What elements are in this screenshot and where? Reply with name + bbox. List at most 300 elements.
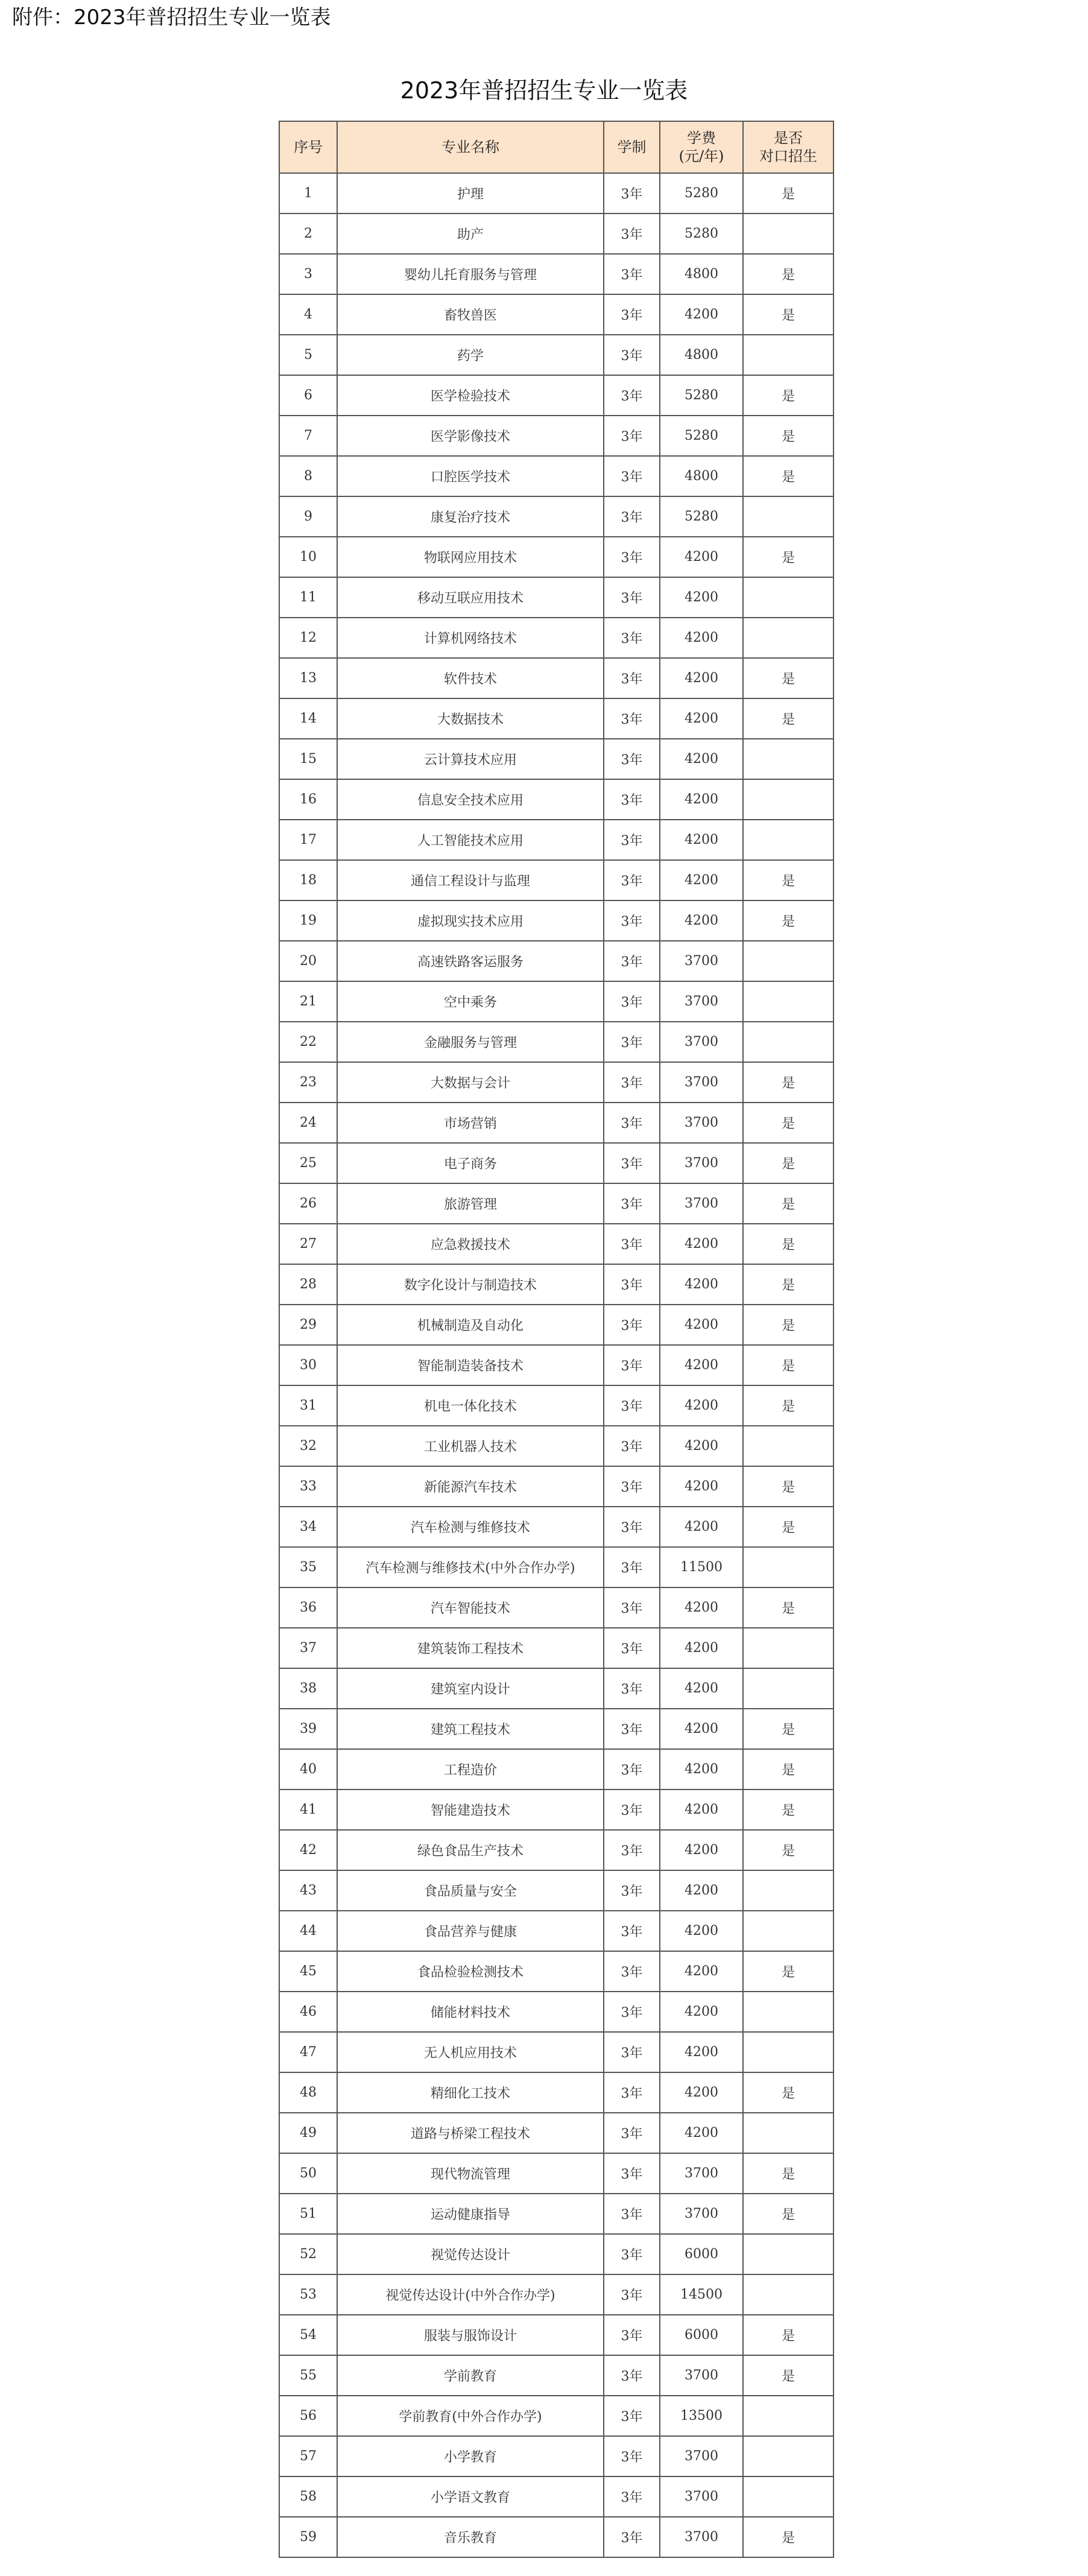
cell-directed: 是 (743, 900, 833, 941)
cell-length: 3年 (604, 1224, 660, 1264)
cell-fee: 4200 (660, 698, 743, 739)
cell-fee: 3700 (660, 1062, 743, 1103)
table-row (279, 1709, 833, 1749)
cell-directed: 是 (743, 1143, 833, 1183)
cell-no: 57 (279, 2436, 337, 2476)
cell-major-name: 市场营销 (337, 1103, 604, 1143)
table-row (279, 2315, 833, 2355)
cell-no: 52 (279, 2234, 337, 2274)
cell-directed: 是 (743, 1385, 833, 1426)
column-header-length: 学制 (604, 121, 660, 173)
cell-directed (743, 739, 833, 779)
cell-fee: 3700 (660, 2153, 743, 2194)
cell-no: 39 (279, 1709, 337, 1749)
cell-fee: 4200 (660, 1668, 743, 1709)
table-row (279, 860, 833, 900)
cell-fee: 4200 (660, 618, 743, 658)
table-row (279, 1103, 833, 1143)
cell-no: 11 (279, 577, 337, 618)
cell-no: 26 (279, 1183, 337, 1224)
cell-major-name: 大数据与会计 (337, 1062, 604, 1103)
cell-fee: 4200 (660, 1345, 743, 1385)
cell-fee: 4200 (660, 900, 743, 941)
table-row (279, 1022, 833, 1062)
cell-directed: 是 (743, 1345, 833, 1385)
cell-major-name: 医学影像技术 (337, 416, 604, 456)
cell-major-name: 计算机网络技术 (337, 618, 604, 658)
cell-no: 32 (279, 1426, 337, 1466)
cell-fee: 4200 (660, 658, 743, 698)
cell-major-name: 绿色食品生产技术 (337, 1830, 604, 1870)
cell-fee: 4200 (660, 1749, 743, 1790)
cell-no: 56 (279, 2396, 337, 2436)
cell-length: 3年 (604, 416, 660, 456)
cell-fee: 4200 (660, 1507, 743, 1547)
cell-fee: 4200 (660, 820, 743, 860)
column-header-fee (660, 121, 743, 173)
cell-major-name: 通信工程设计与监理 (337, 860, 604, 900)
column-header-no: 序号 (279, 121, 337, 173)
cell-fee: 6000 (660, 2234, 743, 2274)
cell-no: 47 (279, 2032, 337, 2072)
cell-major-name: 无人机应用技术 (337, 2032, 604, 2072)
table-row (279, 214, 833, 254)
cell-directed (743, 1668, 833, 1709)
cell-major-name: 虚拟现实技术应用 (337, 900, 604, 941)
cell-no: 14 (279, 698, 337, 739)
cell-directed: 是 (743, 254, 833, 294)
cell-no: 6 (279, 375, 337, 416)
table-row (279, 1668, 833, 1709)
cell-length: 3年 (604, 618, 660, 658)
cell-directed (743, 1870, 833, 1911)
cell-major-name: 软件技术 (337, 658, 604, 698)
table-row (279, 1547, 833, 1587)
cell-fee: 3700 (660, 2476, 743, 2517)
cell-no: 45 (279, 1951, 337, 1992)
cell-major-name: 建筑装饰工程技术 (337, 1628, 604, 1668)
cell-length: 3年 (604, 2234, 660, 2274)
cell-length: 3年 (604, 1951, 660, 1992)
cell-length: 3年 (604, 2355, 660, 2396)
cell-major-name: 运动健康指导 (337, 2194, 604, 2234)
cell-fee: 5280 (660, 173, 743, 214)
cell-fee: 3700 (660, 2355, 743, 2396)
cell-fee: 3700 (660, 1022, 743, 1062)
table-row (279, 1992, 833, 2032)
cell-fee: 4200 (660, 739, 743, 779)
column-header-directed (743, 121, 833, 173)
cell-fee: 4200 (660, 2072, 743, 2113)
table-row (279, 173, 833, 214)
cell-fee: 4200 (660, 1992, 743, 2032)
cell-length: 3年 (604, 2396, 660, 2436)
cell-major-name: 云计算技术应用 (337, 739, 604, 779)
cell-directed: 是 (743, 456, 833, 496)
cell-directed: 是 (743, 860, 833, 900)
cell-major-name: 婴幼儿托育服务与管理 (337, 254, 604, 294)
cell-directed (743, 1426, 833, 1466)
cell-directed (743, 2476, 833, 2517)
table-row (279, 496, 833, 537)
cell-directed (743, 2113, 833, 2153)
cell-directed: 是 (743, 1062, 833, 1103)
cell-length: 3年 (604, 577, 660, 618)
cell-length: 3年 (604, 1143, 660, 1183)
table-row (279, 1507, 833, 1547)
cell-major-name: 汽车智能技术 (337, 1587, 604, 1628)
cell-major-name: 助产 (337, 214, 604, 254)
majors-table (279, 121, 834, 2558)
cell-directed: 是 (743, 1709, 833, 1749)
cell-length: 3年 (604, 820, 660, 860)
table-row (279, 1143, 833, 1183)
cell-major-name: 药学 (337, 335, 604, 375)
cell-major-name: 食品检验检测技术 (337, 1951, 604, 1992)
cell-length: 3年 (604, 335, 660, 375)
table-row (279, 2153, 833, 2194)
cell-no: 3 (279, 254, 337, 294)
cell-no: 38 (279, 1668, 337, 1709)
cell-length: 3年 (604, 779, 660, 820)
cell-directed (743, 1628, 833, 1668)
cell-major-name: 学前教育 (337, 2355, 604, 2396)
cell-directed (743, 2436, 833, 2476)
cell-length: 3年 (604, 2072, 660, 2113)
cell-fee: 4200 (660, 1224, 743, 1264)
cell-major-name: 建筑工程技术 (337, 1709, 604, 1749)
cell-length: 3年 (604, 860, 660, 900)
cell-fee: 3700 (660, 1183, 743, 1224)
cell-fee: 4200 (660, 1264, 743, 1305)
cell-major-name: 汽车检测与维修技术(中外合作办学) (337, 1547, 604, 1587)
table-header-row (279, 121, 833, 173)
cell-no: 36 (279, 1587, 337, 1628)
cell-directed (743, 1992, 833, 2032)
cell-length: 3年 (604, 2113, 660, 2153)
cell-no: 8 (279, 456, 337, 496)
cell-length: 3年 (604, 173, 660, 214)
cell-no: 37 (279, 1628, 337, 1668)
cell-length: 3年 (604, 1062, 660, 1103)
cell-major-name: 人工智能技术应用 (337, 820, 604, 860)
table-row (279, 2436, 833, 2476)
cell-length: 3年 (604, 294, 660, 335)
cell-directed: 是 (743, 375, 833, 416)
cell-fee: 4200 (660, 1426, 743, 1466)
table-row (279, 335, 833, 375)
cell-directed: 是 (743, 2315, 833, 2355)
cell-fee: 4200 (660, 2113, 743, 2153)
cell-fee: 5280 (660, 416, 743, 456)
cell-no: 43 (279, 1870, 337, 1911)
cell-length: 3年 (604, 1305, 660, 1345)
cell-major-name: 空中乘务 (337, 981, 604, 1022)
table-row (279, 739, 833, 779)
cell-fee: 4200 (660, 1790, 743, 1830)
cell-fee: 4800 (660, 456, 743, 496)
cell-major-name: 医学检验技术 (337, 375, 604, 416)
cell-no: 15 (279, 739, 337, 779)
column-header-name: 专业名称 (337, 121, 604, 173)
attachment-label: 附件：2023年普招招生专业一览表 (12, 5, 331, 30)
cell-length: 3年 (604, 739, 660, 779)
cell-directed (743, 577, 833, 618)
cell-directed (743, 496, 833, 537)
table-row (279, 294, 833, 335)
table-row (279, 658, 833, 698)
cell-no: 19 (279, 900, 337, 941)
cell-length: 3年 (604, 2517, 660, 2557)
cell-length: 3年 (604, 1385, 660, 1426)
cell-length: 3年 (604, 1870, 660, 1911)
cell-major-name: 护理 (337, 173, 604, 214)
table-row (279, 1870, 833, 1911)
cell-length: 3年 (604, 1022, 660, 1062)
cell-fee: 4800 (660, 254, 743, 294)
cell-directed (743, 2032, 833, 2072)
cell-length: 3年 (604, 1466, 660, 1507)
column-header-directed-line1: 是否 (774, 130, 803, 147)
cell-no: 46 (279, 1992, 337, 2032)
cell-no: 54 (279, 2315, 337, 2355)
cell-major-name: 机械制造及自动化 (337, 1305, 604, 1345)
table-row (279, 1385, 833, 1426)
cell-directed: 是 (743, 1790, 833, 1830)
cell-no: 33 (279, 1466, 337, 1507)
cell-fee: 4200 (660, 2032, 743, 2072)
cell-directed: 是 (743, 2153, 833, 2194)
table-row (279, 698, 833, 739)
table-row (279, 577, 833, 618)
cell-major-name: 食品营养与健康 (337, 1911, 604, 1951)
cell-major-name: 精细化工技术 (337, 2072, 604, 2113)
cell-directed (743, 820, 833, 860)
cell-length: 3年 (604, 1264, 660, 1305)
table-row (279, 416, 833, 456)
cell-length: 3年 (604, 2274, 660, 2315)
cell-no: 59 (279, 2517, 337, 2557)
cell-directed: 是 (743, 1264, 833, 1305)
cell-no: 55 (279, 2355, 337, 2396)
table-row (279, 2032, 833, 2072)
cell-directed: 是 (743, 1224, 833, 1264)
cell-major-name: 视觉传达设计 (337, 2234, 604, 2274)
cell-no: 28 (279, 1264, 337, 1305)
table-row (279, 1587, 833, 1628)
cell-major-name: 视觉传达设计(中外合作办学) (337, 2274, 604, 2315)
cell-major-name: 高速铁路客运服务 (337, 941, 604, 981)
cell-fee: 3700 (660, 2194, 743, 2234)
cell-major-name: 储能材料技术 (337, 1992, 604, 2032)
table-row (279, 1183, 833, 1224)
cell-no: 18 (279, 860, 337, 900)
cell-directed: 是 (743, 294, 833, 335)
cell-no: 58 (279, 2476, 337, 2517)
cell-no: 48 (279, 2072, 337, 2113)
cell-no: 16 (279, 779, 337, 820)
cell-length: 3年 (604, 981, 660, 1022)
cell-major-name: 音乐教育 (337, 2517, 604, 2557)
cell-directed (743, 335, 833, 375)
cell-fee: 3700 (660, 941, 743, 981)
cell-major-name: 服装与服饰设计 (337, 2315, 604, 2355)
page-title: 2023年普招招生专业一览表 (400, 77, 688, 104)
table-row (279, 1628, 833, 1668)
cell-no: 41 (279, 1790, 337, 1830)
cell-length: 3年 (604, 1790, 660, 1830)
cell-major-name: 畜牧兽医 (337, 294, 604, 335)
cell-length: 3年 (604, 2032, 660, 2072)
cell-fee: 14500 (660, 2274, 743, 2315)
cell-length: 3年 (604, 1628, 660, 1668)
table-row (279, 1264, 833, 1305)
cell-major-name: 小学语文教育 (337, 2476, 604, 2517)
cell-length: 3年 (604, 900, 660, 941)
cell-major-name: 学前教育(中外合作办学) (337, 2396, 604, 2436)
cell-length: 3年 (604, 1345, 660, 1385)
cell-major-name: 汽车检测与维修技术 (337, 1507, 604, 1547)
cell-length: 3年 (604, 2436, 660, 2476)
cell-length: 3年 (604, 254, 660, 294)
cell-directed (743, 1022, 833, 1062)
cell-length: 3年 (604, 214, 660, 254)
table-row (279, 2355, 833, 2396)
cell-major-name: 工业机器人技术 (337, 1426, 604, 1466)
cell-length: 3年 (604, 698, 660, 739)
cell-fee: 3700 (660, 2436, 743, 2476)
table-row (279, 1224, 833, 1264)
table-body (279, 173, 833, 2557)
cell-no: 42 (279, 1830, 337, 1870)
cell-no: 51 (279, 2194, 337, 2234)
cell-major-name: 康复治疗技术 (337, 496, 604, 537)
cell-fee: 4200 (660, 779, 743, 820)
cell-major-name: 小学教育 (337, 2436, 604, 2476)
cell-fee: 4800 (660, 335, 743, 375)
cell-directed: 是 (743, 698, 833, 739)
table-row (279, 2517, 833, 2557)
cell-fee: 4200 (660, 1870, 743, 1911)
cell-major-name: 数字化设计与制造技术 (337, 1264, 604, 1305)
cell-no: 17 (279, 820, 337, 860)
cell-major-name: 道路与桥梁工程技术 (337, 2113, 604, 2153)
cell-directed: 是 (743, 173, 833, 214)
cell-length: 3年 (604, 1587, 660, 1628)
table-row (279, 1749, 833, 1790)
cell-directed: 是 (743, 2072, 833, 2113)
cell-directed: 是 (743, 1183, 833, 1224)
column-header-fee-line2: (元/年) (678, 148, 724, 165)
table-row (279, 1830, 833, 1870)
cell-length: 3年 (604, 1103, 660, 1143)
cell-directed (743, 618, 833, 658)
table-row (279, 1305, 833, 1345)
table-row (279, 2113, 833, 2153)
cell-major-name: 移动互联应用技术 (337, 577, 604, 618)
cell-directed (743, 2274, 833, 2315)
cell-fee: 4200 (660, 1466, 743, 1507)
cell-no: 27 (279, 1224, 337, 1264)
table-row (279, 981, 833, 1022)
table-row (279, 2194, 833, 2234)
cell-length: 3年 (604, 2476, 660, 2517)
column-header-directed-line2: 对口招生 (759, 148, 817, 165)
cell-length: 3年 (604, 1426, 660, 1466)
table-row (279, 1345, 833, 1385)
cell-major-name: 工程造价 (337, 1749, 604, 1790)
cell-length: 3年 (604, 2315, 660, 2355)
cell-no: 30 (279, 1345, 337, 1385)
cell-no: 24 (279, 1103, 337, 1143)
table-row (279, 900, 833, 941)
cell-length: 3年 (604, 2194, 660, 2234)
cell-fee: 13500 (660, 2396, 743, 2436)
cell-directed: 是 (743, 1507, 833, 1547)
cell-directed (743, 214, 833, 254)
cell-major-name: 金融服务与管理 (337, 1022, 604, 1062)
table-row (279, 618, 833, 658)
cell-no: 23 (279, 1062, 337, 1103)
cell-major-name: 建筑室内设计 (337, 1668, 604, 1709)
cell-fee: 5280 (660, 214, 743, 254)
table-row (279, 2234, 833, 2274)
cell-no: 10 (279, 537, 337, 577)
cell-fee: 11500 (660, 1547, 743, 1587)
cell-directed (743, 2396, 833, 2436)
cell-fee: 4200 (660, 1628, 743, 1668)
cell-directed: 是 (743, 1587, 833, 1628)
cell-major-name: 大数据技术 (337, 698, 604, 739)
cell-major-name: 智能建造技术 (337, 1790, 604, 1830)
table-row (279, 941, 833, 981)
cell-length: 3年 (604, 658, 660, 698)
cell-length: 3年 (604, 941, 660, 981)
cell-length: 3年 (604, 1668, 660, 1709)
cell-no: 49 (279, 2113, 337, 2153)
table-row (279, 537, 833, 577)
cell-no: 5 (279, 335, 337, 375)
cell-no: 20 (279, 941, 337, 981)
cell-no: 31 (279, 1385, 337, 1426)
cell-no: 35 (279, 1547, 337, 1587)
cell-length: 3年 (604, 1507, 660, 1547)
cell-no: 2 (279, 214, 337, 254)
cell-no: 4 (279, 294, 337, 335)
cell-directed: 是 (743, 1749, 833, 1790)
cell-fee: 4200 (660, 860, 743, 900)
cell-length: 3年 (604, 375, 660, 416)
cell-fee: 4200 (660, 1385, 743, 1426)
cell-major-name: 机电一体化技术 (337, 1385, 604, 1426)
cell-no: 1 (279, 173, 337, 214)
cell-directed (743, 941, 833, 981)
cell-length: 3年 (604, 1749, 660, 1790)
cell-major-name: 物联网应用技术 (337, 537, 604, 577)
cell-directed: 是 (743, 1951, 833, 1992)
table-row (279, 1062, 833, 1103)
cell-major-name: 旅游管理 (337, 1183, 604, 1224)
cell-fee: 4200 (660, 1305, 743, 1345)
cell-length: 3年 (604, 1911, 660, 1951)
cell-no: 44 (279, 1911, 337, 1951)
cell-major-name: 信息安全技术应用 (337, 779, 604, 820)
cell-directed (743, 1911, 833, 1951)
table-row (279, 375, 833, 416)
table-row (279, 779, 833, 820)
cell-major-name: 智能制造装备技术 (337, 1345, 604, 1385)
cell-directed (743, 1547, 833, 1587)
